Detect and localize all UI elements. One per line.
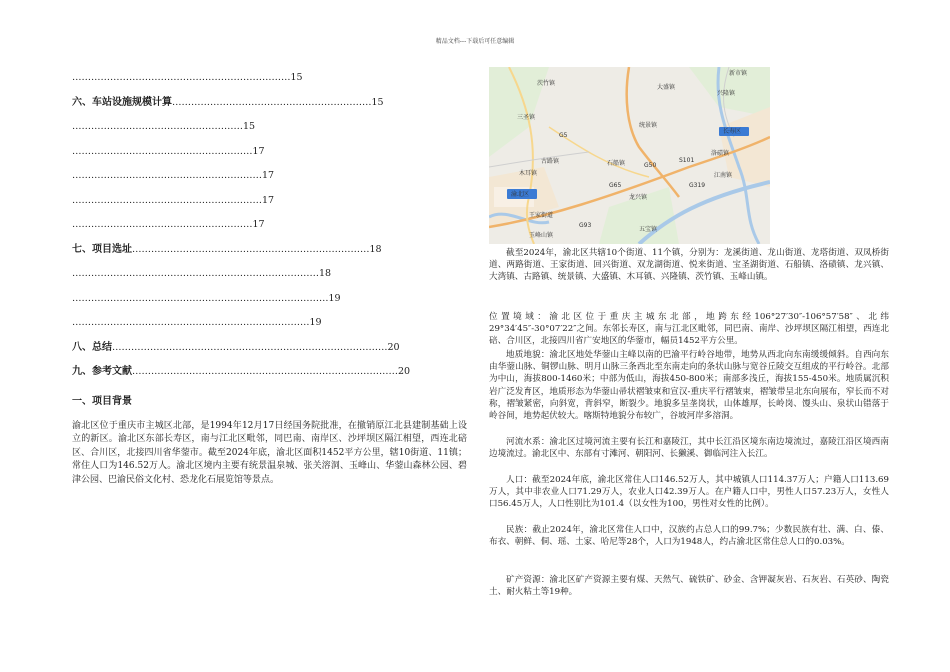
- toc-entry[interactable]: [72, 238, 412, 263]
- toc-page: 15: [243, 121, 256, 132]
- map-label: G319: [689, 182, 706, 189]
- toc-entry[interactable]: [72, 91, 412, 116]
- map-label: 江南镇: [714, 172, 733, 179]
- toc-dots: ………………………………………………………………………: [72, 292, 329, 304]
- map-label: 长寿区: [723, 128, 742, 135]
- toc-dots: …………………………………………………………………: [72, 317, 310, 328]
- toc-dots: ……………………………………………………………………: [72, 268, 319, 279]
- map-label: 古路镇: [541, 158, 560, 165]
- map-label: S101: [679, 157, 695, 164]
- toc-page: 17: [252, 145, 265, 157]
- toc-entry[interactable]: [72, 360, 412, 385]
- toc-dots: …………………………………………………………………………: [132, 366, 398, 377]
- toc-dots: ……………………………………………………: [72, 170, 262, 181]
- map-label: 石船镇: [607, 160, 626, 167]
- toc-title: 九、参考文献: [72, 366, 132, 377]
- toc-page: 18: [319, 268, 332, 279]
- toc-page: 15: [371, 96, 384, 108]
- map-label: G65: [609, 182, 622, 189]
- toc-entry[interactable]: [72, 115, 412, 140]
- toc-title: 八、总结: [72, 341, 112, 353]
- toc-dots: ……………………………………………………………………………: [112, 341, 388, 353]
- table-of-contents: [72, 66, 412, 385]
- map-label: G50: [644, 162, 657, 169]
- map-label: 新市镇: [729, 70, 748, 77]
- map-label: 兴隆镇: [717, 90, 736, 97]
- toc-entry[interactable]: [72, 140, 412, 165]
- toc-entry[interactable]: [72, 213, 412, 238]
- toc-dots: …………………………………………………: [72, 219, 253, 230]
- toc-page: 20: [398, 366, 411, 377]
- toc-page: 19: [309, 317, 322, 328]
- toc-page: 18: [369, 243, 382, 255]
- toc-page: 15: [290, 72, 303, 83]
- map-label: 三圣镇: [517, 114, 536, 121]
- map-label: 洛碛镇: [711, 150, 730, 157]
- body-paragraph: 矿产资源：渝北区矿产资源主要有煤、天然气、硫铁矿、砂金、含钾凝灰岩、石灰岩、石英砂、陶瓷土、耐火粘土等19种。: [489, 575, 889, 598]
- toc-entry[interactable]: [72, 262, 412, 287]
- toc-entry[interactable]: [72, 189, 412, 214]
- section-title: 一、项目背景: [72, 396, 132, 407]
- map-label: 玉峰山镇: [529, 232, 554, 239]
- body-paragraph: 民族：截止2024年，渝北区常住人口中，汉族约占总人口的99.7%；少数民族有壮、满、白、傣、布衣、朝鲜、侗、瑶、土家、哈尼等28个，人口为1948人，约占渝北区常住总人口的0.03%。: [489, 525, 889, 548]
- toc-dots: ………………………………………………: [72, 121, 243, 132]
- toc-page: 17: [262, 194, 275, 206]
- map-label: 茨竹镇: [537, 80, 556, 87]
- body-paragraph: 位置境域：渝北区位于重庆主城东北部，地跨东经106°27′30″-106°57′58″、北纬29°34′45″-30°07′22″之间。东邻长寿区，南与江北区毗邻，同巴南、南岸、沙坪坝区隔江相望，西连北碚、合川区，北接四川省广安地区的华蓥市，幅员1452平方公里。: [489, 312, 889, 347]
- body-paragraph: 截至2024年，渝北区共辖10个街道、11个镇，分别为：龙溪街道、龙山街道、龙塔街道、双凤桥街道、两路街道、王家街道、回兴街道、双龙湖街道、悦来街道、宝圣湖街道、石船镇、洛碛镇、龙兴镇、大湾镇、古路镇、统景镇、大盛镇、木耳镇、兴隆镇、茨竹镇、玉峰山镇。: [489, 248, 889, 283]
- map-label: 五宝镇: [639, 226, 658, 233]
- toc-page: 17: [252, 219, 265, 230]
- body-paragraph: 人口：截至2024年底，渝北区常住人口146.52万人，其中城镇人口114.37万人；户籍人口113.69万人，其中非农业人口71.29万人，农业人口42.39万人。在户籍人口中，男性人口57.23万人，女性人口56.45万人，人口性别比为101.4（以女性为100，男性对女性的比例）。: [489, 475, 889, 510]
- toc-title: 七、项目选址: [72, 243, 132, 255]
- background-paragraph: 渝北区位于重庆市主城区北部，是1994年12月17日经国务院批准，在撤销原江北县建制基础上设立的新区。渝北区东部长寿区，南与江北区毗邻，同巴南、南岸区、沙坪坝区隔江相望，西连北碚区、合川区，北接四川省华蓥市。截至2024年底，渝北区面积1452平方公里，辖10街道、11镇；常住人口为146.52万人。渝北区境内主要有统景温泉城、张关溶洞、玉峰山、华蓥山森林公园、碧津公园、巴渝民俗文化村、恐龙化石展览馆等景点。: [72, 421, 467, 485]
- toc-page: 19: [328, 292, 341, 304]
- map-label: 木耳镇: [519, 170, 538, 177]
- map-label: 渝北区: [511, 191, 530, 198]
- map-label: 统景镇: [639, 122, 658, 129]
- map-label: G93: [579, 222, 592, 229]
- toc-entry[interactable]: [72, 287, 412, 312]
- body-paragraph: 河流水系：渝北区过境河流主要有长江和嘉陵江，其中长江沿区境东南边境流过，嘉陵江沿区境西南边境流过。渝北区中、东部有寸滩河、朝阳河、长獭溪、御临河注入长江。: [489, 437, 889, 460]
- body-paragraph: 地质地貌：渝北区地处华蓥山主峰以南的巴渝平行岭谷地带，地势从西北向东南缓缓倾斜。自西向东由华蓥山脉、铜锣山脉、明月山脉三条西北至东南走向的条状山脉与宽谷丘陵交互组成的平行岭谷。北部为中山，海拔800-1460米；中部为低山，海拔450-800米；南部多浅丘，海拔155-450米。地质属沉积岩广泛发育区，地质形态为华蓥山帚状褶皱束和宣汉-重庆平行褶皱束，褶皱带呈北东向展布，窄长而不对称，褶皱紧密，向斜宽，背斜窄，断裂少。地貌多呈垄岗状，山体雄厚，长岭岗、馒头山、泉状山错落于岭谷间，地势起伏较大。喀斯特地貌分布较广，谷坡河岸多溶洞。: [489, 350, 889, 422]
- toc-entry[interactable]: [72, 311, 412, 336]
- map-label: 大盛镇: [657, 84, 676, 91]
- toc-entry[interactable]: [72, 66, 412, 91]
- map-label: 龙兴镇: [629, 194, 648, 201]
- map-label: 王家街道: [529, 212, 554, 219]
- map-svg: [489, 67, 770, 244]
- toc-dots: …………………………………………………: [72, 145, 253, 157]
- toc-page: 20: [387, 341, 400, 353]
- toc-entry[interactable]: [72, 336, 412, 361]
- toc-title: 六、车站设施规模计算: [72, 96, 172, 108]
- toc-dots: ……………………………………………………………: [72, 72, 291, 83]
- toc-page: 17: [262, 170, 275, 181]
- toc-entry[interactable]: [72, 164, 412, 189]
- page-header: 精品文档---下载后可任意编辑: [435, 38, 515, 45]
- toc-dots: …………………………………………………………………: [132, 243, 370, 255]
- toc-dots: ……………………………………………………: [72, 194, 262, 206]
- toc-dots: ………………………………………………………: [172, 96, 372, 108]
- map-image: [489, 67, 770, 244]
- map-label: G5: [559, 132, 568, 139]
